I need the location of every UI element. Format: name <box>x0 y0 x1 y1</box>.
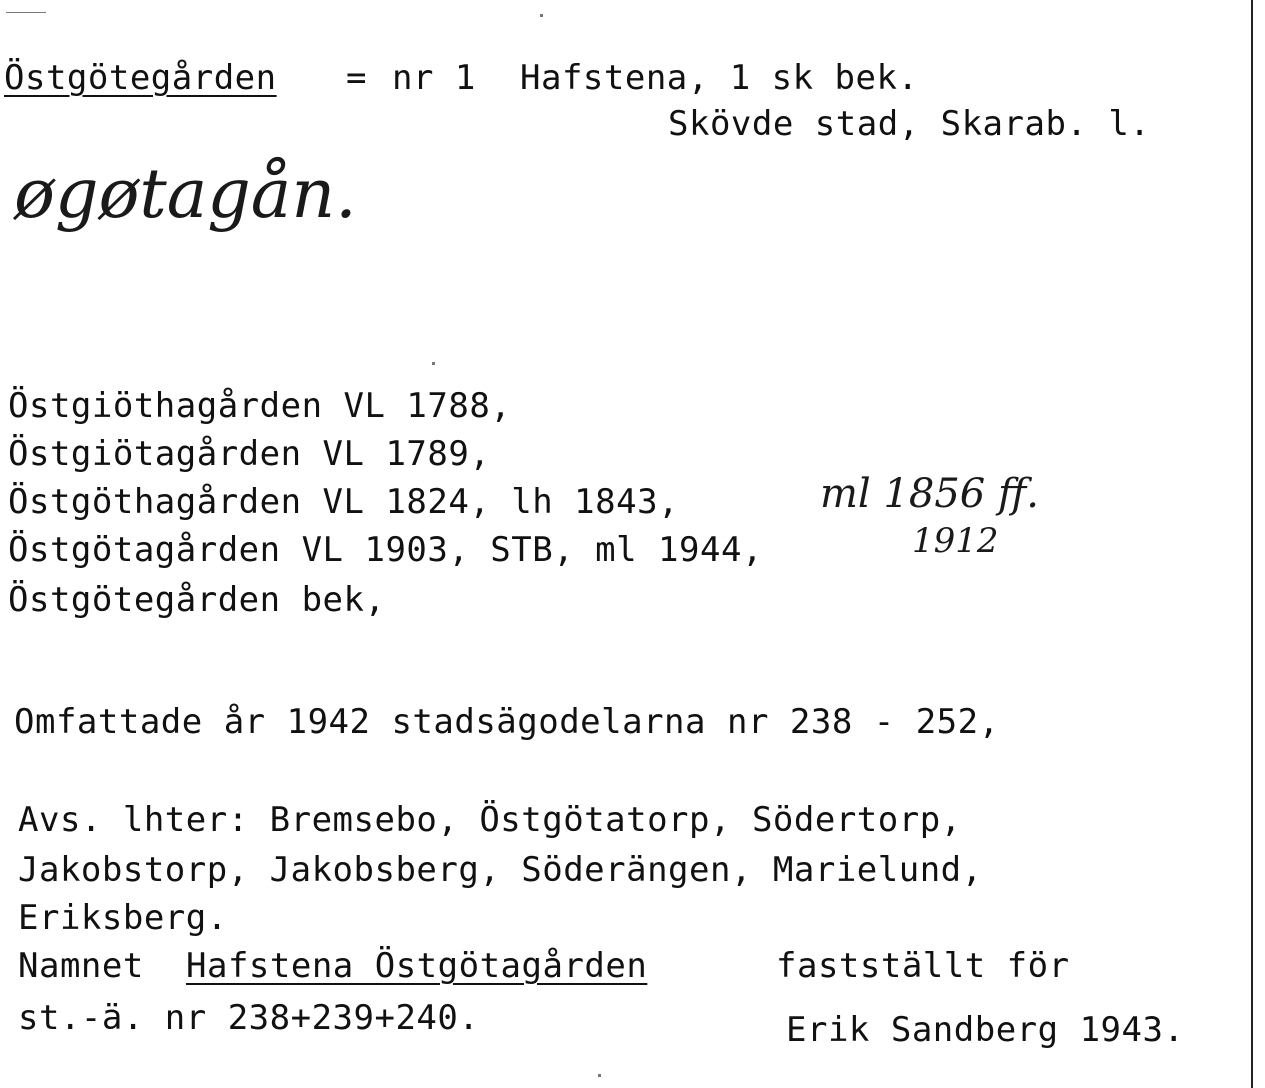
scan-speck <box>598 1074 601 1077</box>
entry-municipality: Skövde stad, Skarab. l. <box>668 104 1151 144</box>
subdivisions-line-2: Jakobstorp, Jakobsberg, Söderängen, Marielund, <box>18 850 983 890</box>
paragraph-1942: Omfattade år 1942 stadsägodelarna nr 238 - 252, <box>14 702 1000 742</box>
signature: Erik Sandberg 1943. <box>786 1010 1185 1050</box>
handwritten-note-1856: ml 1856 ff. <box>820 471 1040 517</box>
naming-prefix: Namnet <box>18 946 144 986</box>
entry-place: Hafstena, 1 sk bek. <box>520 58 919 98</box>
handwritten-note-1912: 1912 <box>912 521 999 561</box>
naming-suffix: fastställt för <box>776 946 1070 986</box>
entry-number: nr 1 <box>392 58 476 98</box>
subdivisions-line-3: Eriksberg. <box>18 898 228 938</box>
scan-speck <box>432 362 435 365</box>
historical-form-1788: Östgiöthagården VL 1788, <box>8 386 512 426</box>
subdivisions-line-1: Avs. lhter: Bremsebo, Östgötatorp, Södertorp, <box>18 800 962 840</box>
naming-official-name: Hafstena Östgötagården <box>186 946 648 986</box>
scan-speck <box>6 12 46 13</box>
scan-speck <box>540 14 543 17</box>
handwritten-dialect-form: øgøtagån. <box>14 155 357 234</box>
historical-form-1824: Östgöthagården VL 1824, lh 1843, <box>8 482 680 522</box>
historical-form-bek: Östgötegården bek, <box>8 580 386 620</box>
historical-form-1903: Östgötagården VL 1903, STB, ml 1944, <box>8 530 763 570</box>
naming-property-numbers: st.-ä. nr 238+239+240. <box>18 998 480 1038</box>
entry-separator: = <box>346 58 367 98</box>
card-edge-line <box>1251 0 1253 1088</box>
entry-title: Östgötegården <box>4 58 277 98</box>
historical-form-1789: Östgiötagården VL 1789, <box>8 434 491 474</box>
